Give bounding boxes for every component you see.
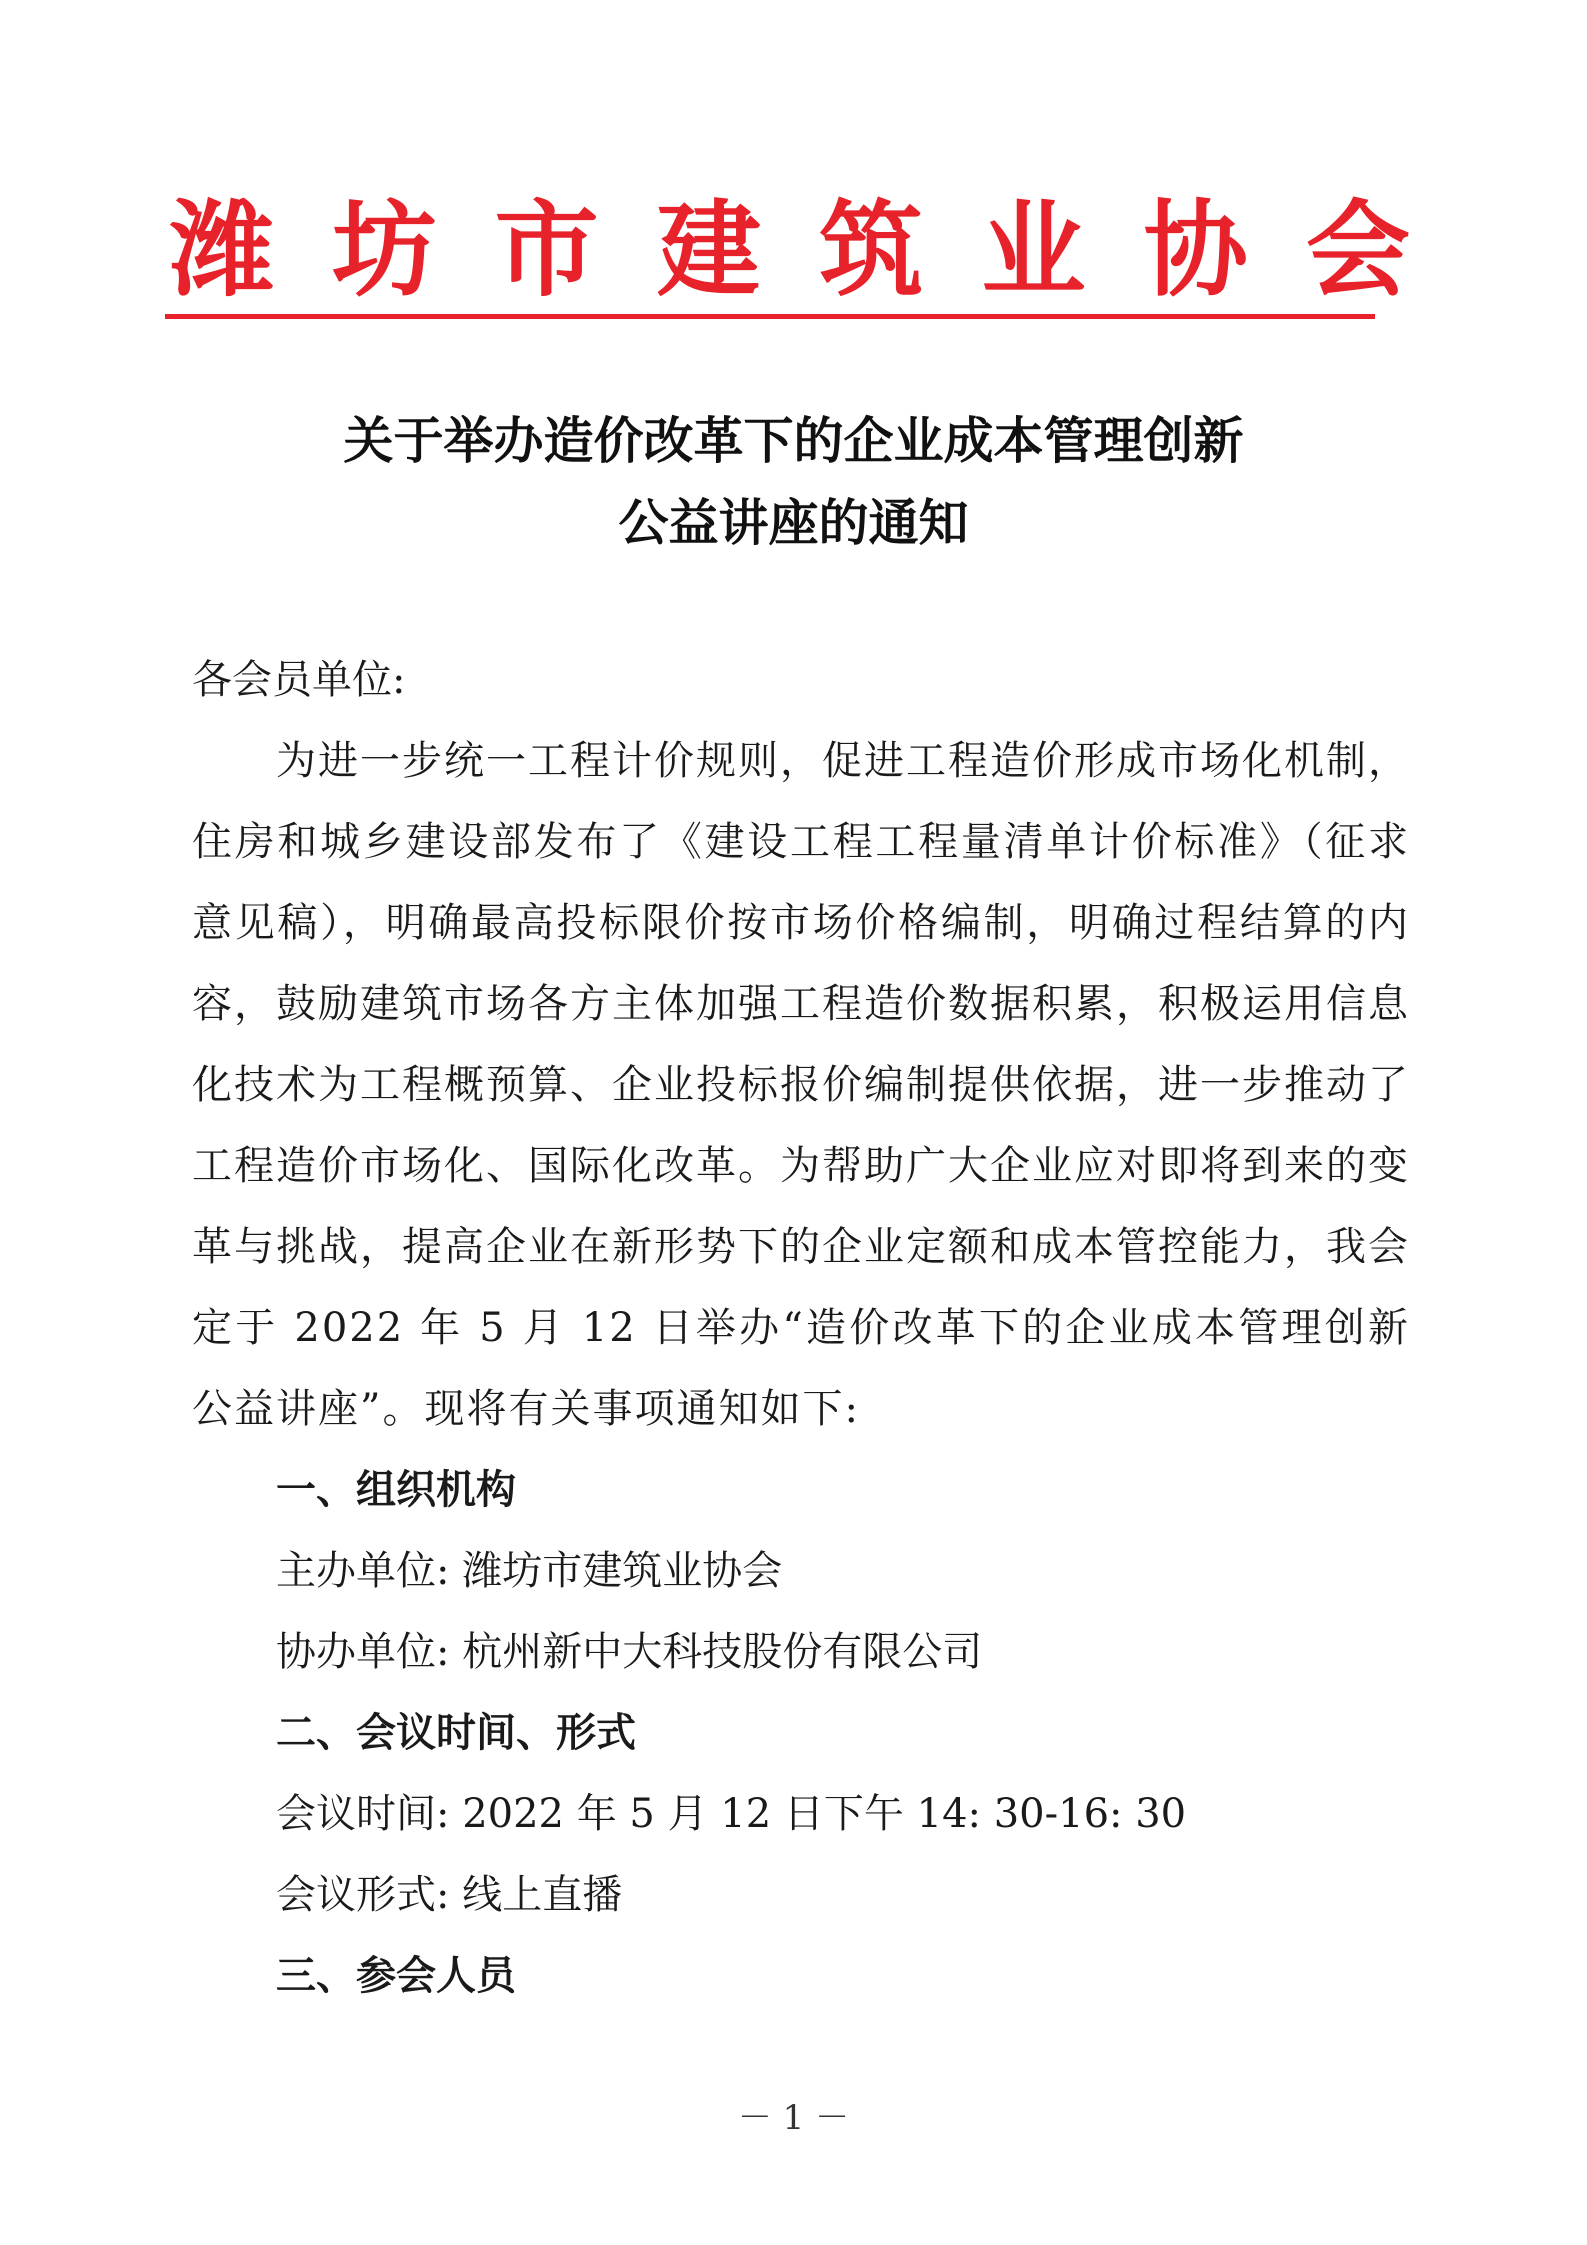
meeting-time: 会议时间: 2022 年 5 月 12 日下午 14: 30-16: 30	[276, 1791, 1187, 1837]
letterhead-char: 坊	[332, 188, 437, 311]
title-line-1: 关于举办造价改革下的企业成本管理创新	[343, 411, 1244, 470]
letterhead-char: 协	[1143, 188, 1248, 311]
letterhead-char: 筑	[819, 188, 924, 311]
section-heading-attendees: 三、参会人员	[276, 1953, 516, 1999]
page-number: － 1 －	[737, 2098, 850, 2138]
letterhead-char: 会	[1305, 188, 1410, 311]
letterhead-org-name	[170, 185, 1410, 315]
title-line-2: 公益讲座的通知	[618, 493, 969, 552]
letterhead-char: 市	[494, 188, 599, 311]
letterhead-char: 潍	[170, 188, 275, 311]
letterhead-divider	[165, 314, 1375, 319]
intro-paragraph: 为进一步统一工程计价规则，促进工程造价形成市场化机制，住房和城乡建设部发布了《建设工程工程量清单计价标准》（征求意见稿），明确最高投标限价按市场价格编制，明确过程结算的内容，鼓励建筑市场各方主体加强工程造价数据积累，积极运用信息化技术为工程概预算、企业投标报价编制提供依据，进一步推动了工程造价市场化、国际化改革。为帮助广大企业应对即将到来的变革与挑战，提高企业在新形势下的企业定额和成本管控能力，我会定于 2022 年 5 月 12 日举办“造价改革下的企业成本管理创新公益讲座”。现将有关事项通知如下:	[192, 738, 1410, 1432]
co-organizer: 协办单位: 杭州新中大科技股份有限公司	[276, 1629, 983, 1675]
meeting-format: 会议形式: 线上直播	[276, 1872, 623, 1918]
section-heading-time-format: 二、会议时间、形式	[276, 1710, 636, 1756]
section-heading-organization: 一、组织机构	[276, 1467, 516, 1513]
host-organizer: 主办单位: 潍坊市建筑业协会	[276, 1548, 783, 1594]
document-title	[160, 400, 1427, 564]
letterhead-char: 建	[656, 188, 761, 311]
document-body	[192, 640, 1410, 2017]
letterhead-char: 业	[981, 188, 1086, 311]
salutation: 各会员单位:	[192, 657, 406, 703]
